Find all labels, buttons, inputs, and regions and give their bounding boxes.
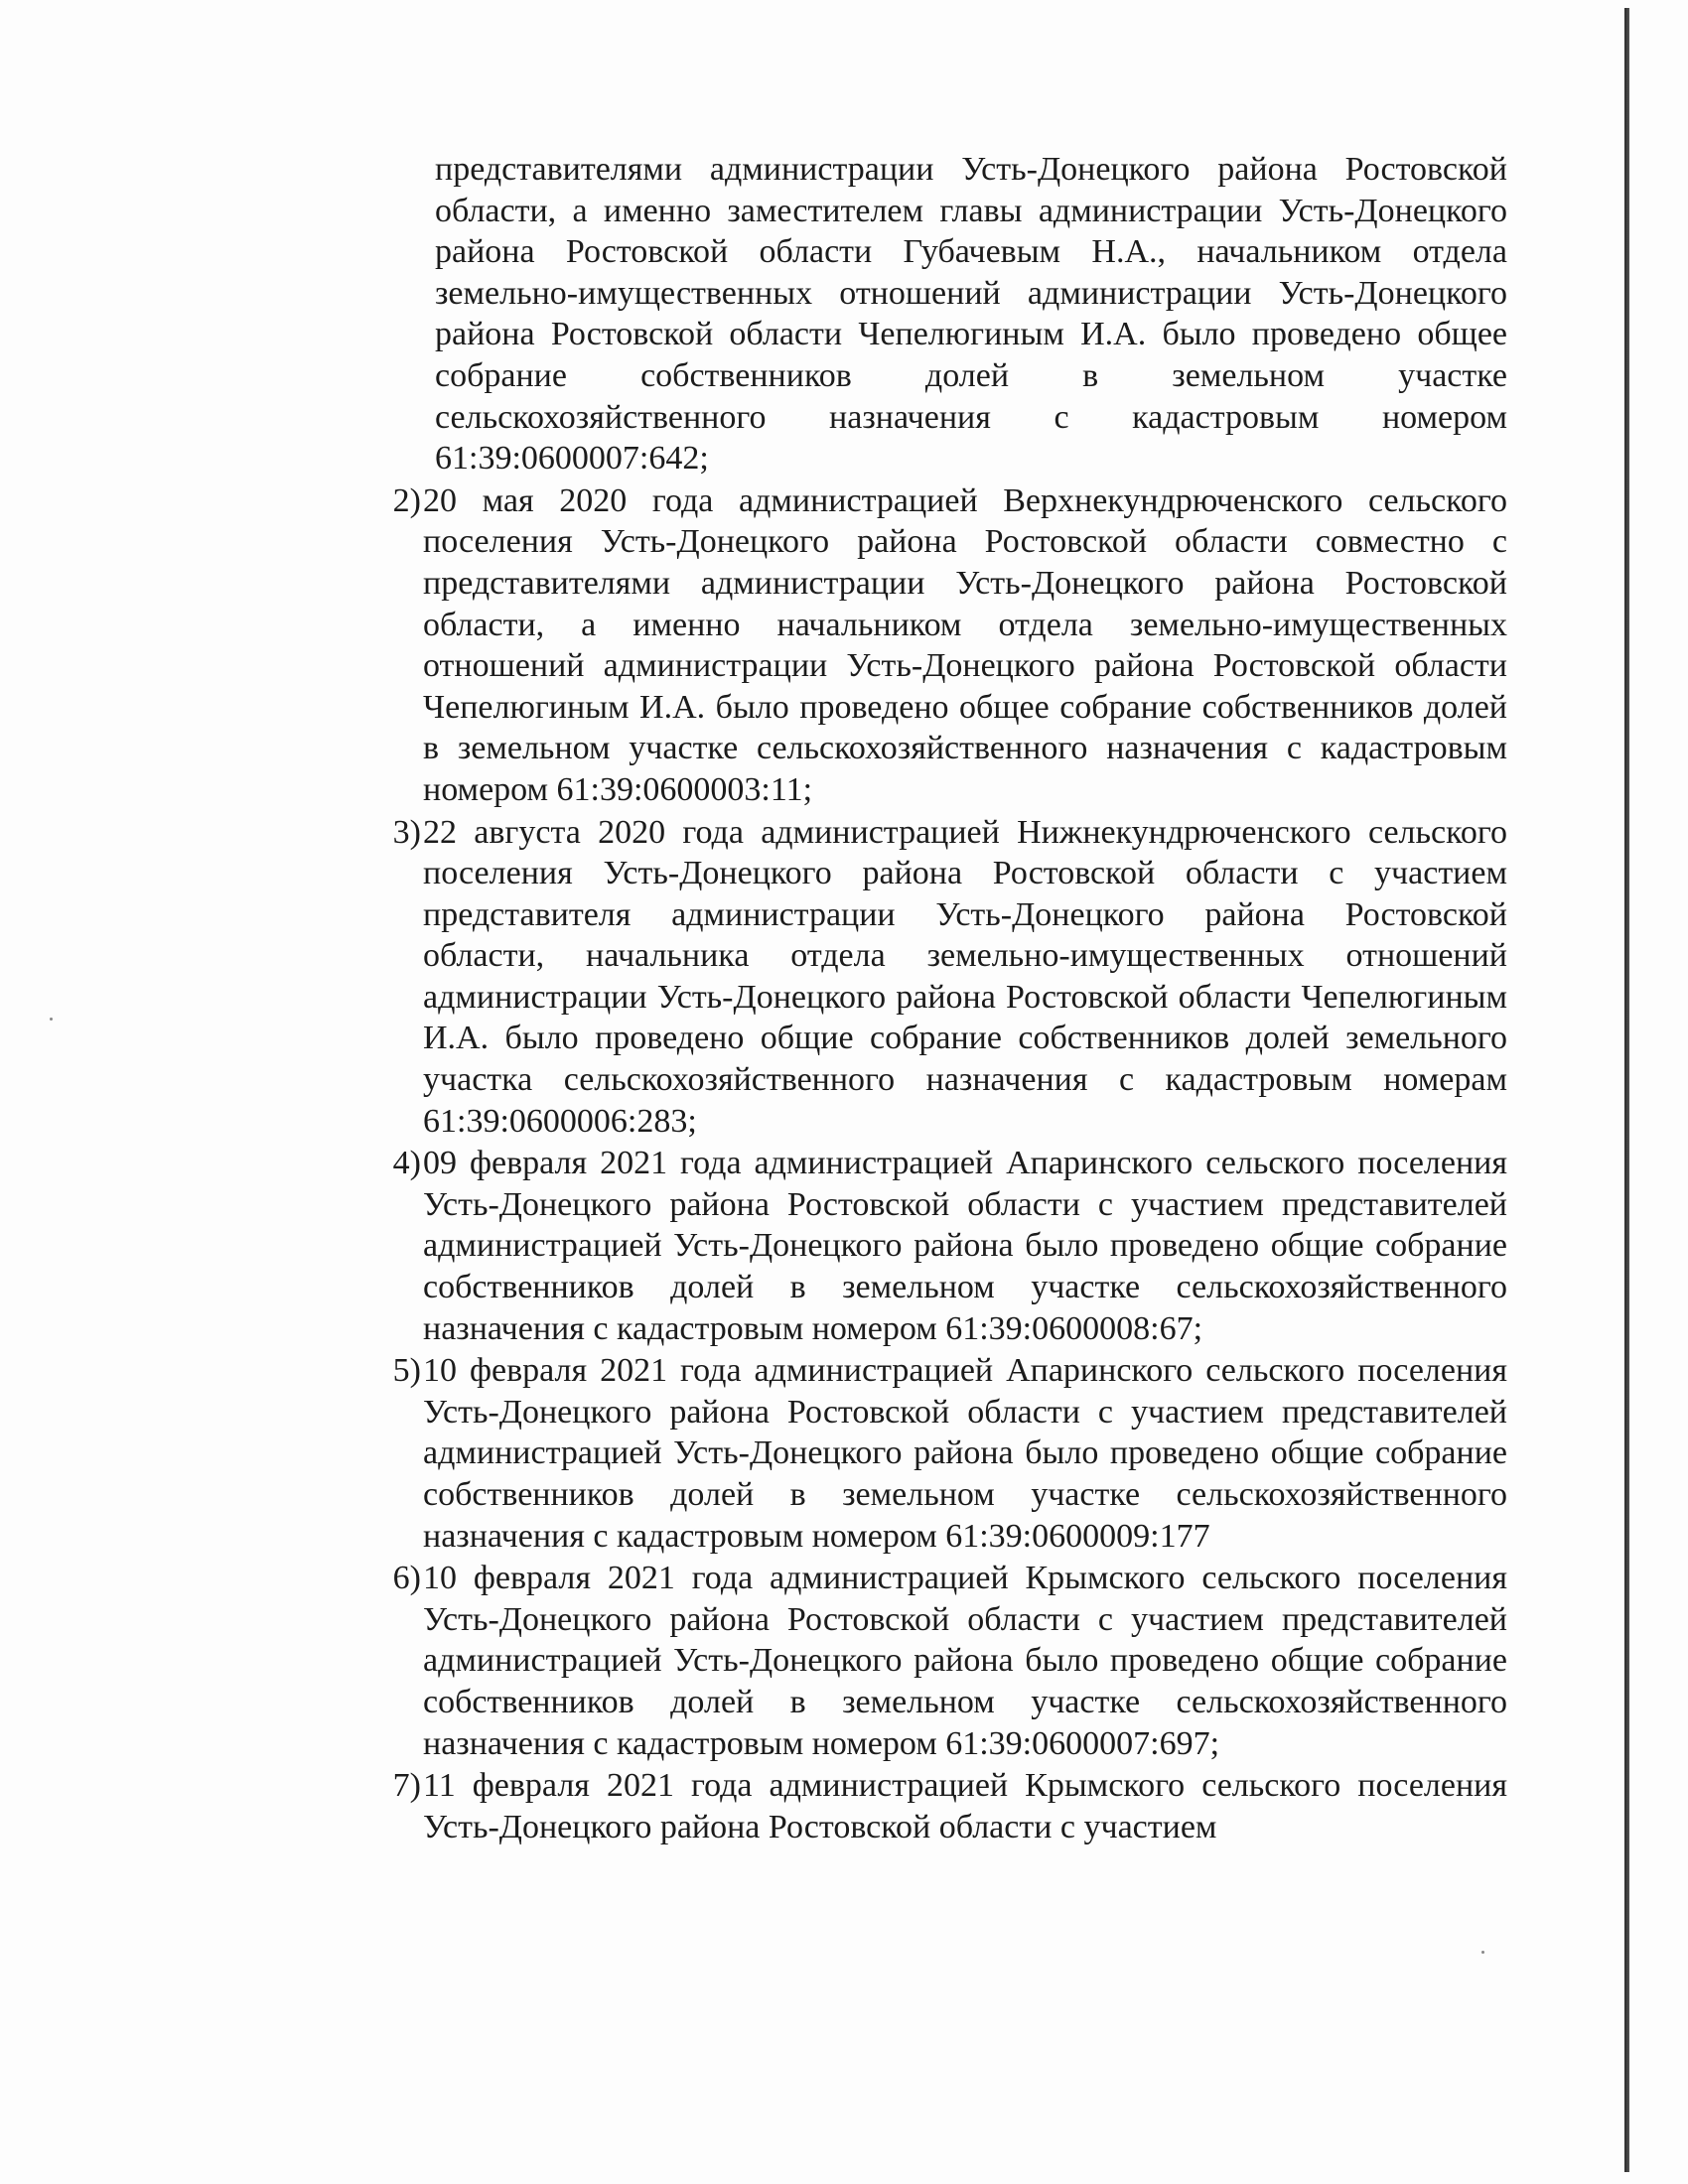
list-item-3: [365, 812, 1507, 1143]
scan-speck: [1481, 1951, 1484, 1954]
list-item-text: 09 февраля 2021 года администрацией Апаринского сельского поселения Усть-Донецкого района Ростовской области с участием представителей администрацией Усть-Донецкого района было проведено общие собрание собственников долей в земельном участке сельскохозяйственного назначения с кадастровым номером 61:39:0600008:67;: [423, 1145, 1507, 1347]
list-number: 4): [392, 1145, 421, 1182]
list-number: 5): [392, 1352, 421, 1390]
document-body: [365, 149, 1507, 1847]
intro-paragraph-text: представителями администрации Усть-Донецкого района Ростовской области, а именно заместителем главы администрации Усть-Донецкого района Ростовской области Губачевым Н.А., начальником отдела земельно-имущественных отношений администрации Усть-Донецкого района Ростовской области Чепелюгиным И.А. было проведено общее собрание собственников долей в земельном участке сельскохозяйственного назначения с кадастровым номером 61:39:0600007:642;: [435, 151, 1507, 478]
list-number: 6): [392, 1560, 421, 1597]
list-item-text: 20 мая 2020 года администрацией Верхнекундрюченского сельского поселения Усть-Донецкого района Ростовской области совместно с представителями администрации Усть-Донецкого района Ростовской области, а именно начальником отдела земельно-имущественных отношений администрации Усть-Донецкого района Ростовской области Чепелюгиным И.А. было проведено общее собрание собственников долей в земельном участке сельскохозяйственного назначения с кадастровым номером 61:39:0600003:11;: [423, 481, 1507, 808]
scan-speck: [50, 1018, 53, 1021]
list-item-6: [365, 1558, 1507, 1764]
list-number: 2): [392, 481, 421, 519]
list-number: 7): [392, 1767, 421, 1805]
list-item-7: [365, 1765, 1507, 1847]
list-item-text: 10 февраля 2021 года администрацией Крымского сельского поселения Усть-Донецкого района Ростовской области с участием представителей администрацией Усть-Донецкого района было проведено общие собрание собственников долей в земельном участке сельскохозяйственного назначения с кадастровым номером 61:39:0600007:697;: [423, 1560, 1507, 1762]
list-item-5: [365, 1350, 1507, 1557]
list-item-4: [365, 1143, 1507, 1349]
list-item-2: [365, 480, 1507, 811]
list-item-text: 11 февраля 2021 года администрацией Крымского сельского поселения Усть-Донецкого района Ростовской области с участием: [423, 1767, 1507, 1845]
list-item-text: 10 февраля 2021 года администрацией Апаринского сельского поселения Усть-Донецкого района Ростовской области с участием представителей администрацией Усть-Донецкого района было проведено общие собрание собственников долей в земельном участке сельскохозяйственного назначения с кадастровым номером 61:39:0600009:177: [423, 1352, 1507, 1555]
intro-paragraph: [365, 149, 1507, 479]
list-number: 3): [392, 813, 421, 851]
list-item-text: 22 августа 2020 года администрацией Нижнекундрюченского сельского поселения Усть-Донецкого района Ростовской области с участием представителя администрации Усть-Донецкого района Ростовской области, начальника отдела земельно-имущественных отношений администрации Усть-Донецкого района Ростовской области Чепелюгиным И.А. было проведено общие собрание собственников долей земельного участка сельскохозяйственного назначения с кадастровым номерам 61:39:0600006:283;: [423, 813, 1507, 1140]
scan-edge-shadow: [1624, 8, 1629, 2172]
